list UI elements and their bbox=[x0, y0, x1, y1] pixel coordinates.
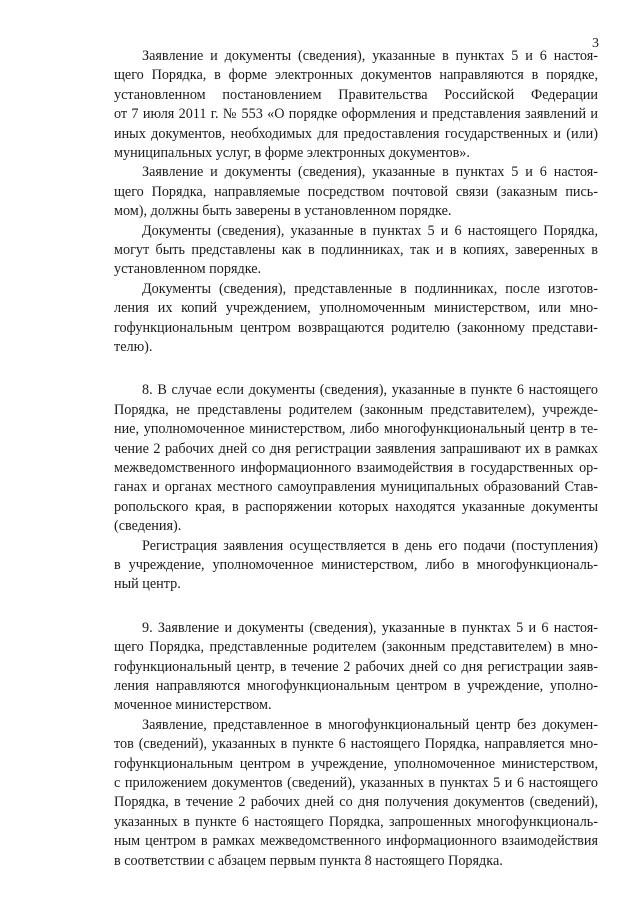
text-line: Порядка, не представлены родителем (законным представителем), учрежде- bbox=[114, 401, 598, 418]
text-line: моченное министерством. bbox=[114, 697, 272, 714]
text-line: Документы (сведения), указанные в пунктах 5 и 6 настоящего Порядка, bbox=[142, 222, 598, 239]
text-line: Регистрация заявления осуществляется в день его подачи (поступления) bbox=[142, 537, 598, 554]
text-line: ным центром в рамках межведомственного информационного взаимодействия bbox=[114, 833, 598, 850]
text-line: межведомственного информационного взаимодействия в государственных ор- bbox=[114, 460, 598, 476]
text-line: (сведения). bbox=[114, 518, 182, 535]
text-line: 8. В случае если документы (сведения), указанные в пункте 6 настоящего bbox=[142, 382, 598, 399]
page-number: 3 bbox=[592, 36, 599, 51]
text-line: щего Порядка, в форме электронных документов направляются в порядке, bbox=[114, 67, 598, 84]
text-line: ганах и органах местного самоуправления муниципальных образований Став- bbox=[114, 479, 598, 496]
text-line: щего Порядка, представленные родителем (законным представителем) в мно- bbox=[114, 639, 598, 656]
text-line: установленном постановлением Правительства Российской Федерации bbox=[114, 86, 598, 103]
text-line: ления направляются многофункциональным центром в учреждение, уполно- bbox=[114, 678, 598, 694]
text-line: чение 2 рабочих дней со дня регистрации заявления запрашивают их в рамках bbox=[114, 440, 598, 457]
text-line: Заявление и документы (сведения), указанные в пунктах 5 и 6 настоя- bbox=[142, 48, 598, 64]
text-line: ропольского края, в распоряжении которых находятся указанные документы bbox=[114, 498, 598, 515]
text-line: указанных в пункте 6 настоящего Порядка, запрошенных многофункциональ- bbox=[114, 813, 598, 830]
text-line: Заявление и документы (сведения), указанные в пунктах 5 и 6 настоя- bbox=[142, 164, 598, 181]
text-line: Порядка, в течение 2 рабочих дней со дня получения документов (сведений), bbox=[114, 794, 598, 811]
text-line: Заявление, представленное в многофункциональный центр без докумен- bbox=[142, 716, 598, 733]
text-line: ления их копий учреждением, уполномоченным министерством, или мно- bbox=[114, 300, 598, 317]
text-line: в учреждение, уполномоченное министерством, либо в многофункциональ- bbox=[114, 557, 598, 573]
text-line: в соответствии с абзацем первым пункта 8 настоящего Порядка. bbox=[114, 852, 503, 869]
text-line: 9. Заявление и документы (сведения), указанные в пунктах 5 и 6 настоя- bbox=[142, 619, 598, 636]
text-line: ние, уполномоченное министерством, либо многофункциональный центр в те- bbox=[114, 421, 598, 438]
text-line: гофункциональным центром возвращаются родителю (законному представи- bbox=[114, 319, 598, 336]
text-line: Документы (сведения), представленные в подлинниках, после изготов- bbox=[142, 280, 598, 297]
text-line: телю). bbox=[114, 339, 153, 355]
text-line: установленном порядке. bbox=[114, 261, 262, 278]
text-line: ный центр. bbox=[114, 576, 181, 593]
text-line: иных документов, необходимых для предоставления государственных и (или) bbox=[114, 125, 598, 142]
text-line: мом), должны быть заверены в установленном порядке. bbox=[114, 203, 452, 220]
text-line: тов (сведений), указанных в пункте 6 настоящего Порядка, направляется мно- bbox=[114, 736, 598, 753]
text-line: щего Порядка, направляемые посредством почтовой связи (заказным пись- bbox=[114, 183, 598, 200]
text-line: могут быть представлены как в подлинниках, так и в копиях, заверенных в bbox=[114, 242, 598, 258]
text-line: гофункциональным центром в учреждение, уполномоченное министерством, bbox=[114, 755, 598, 772]
text-line: с приложением документов (сведений), указанных в пунктах 5 и 6 настоящего bbox=[114, 775, 598, 791]
text-line: гофункциональный центр, в течение 2 рабочих дней со дня регистрации заяв- bbox=[114, 658, 598, 675]
text-line: муниципальных услуг, в форме электронных документов». bbox=[114, 145, 470, 161]
text-line: от 7 июля 2011 г. № 553 «О порядке оформления и представления заявлений и bbox=[114, 106, 598, 123]
